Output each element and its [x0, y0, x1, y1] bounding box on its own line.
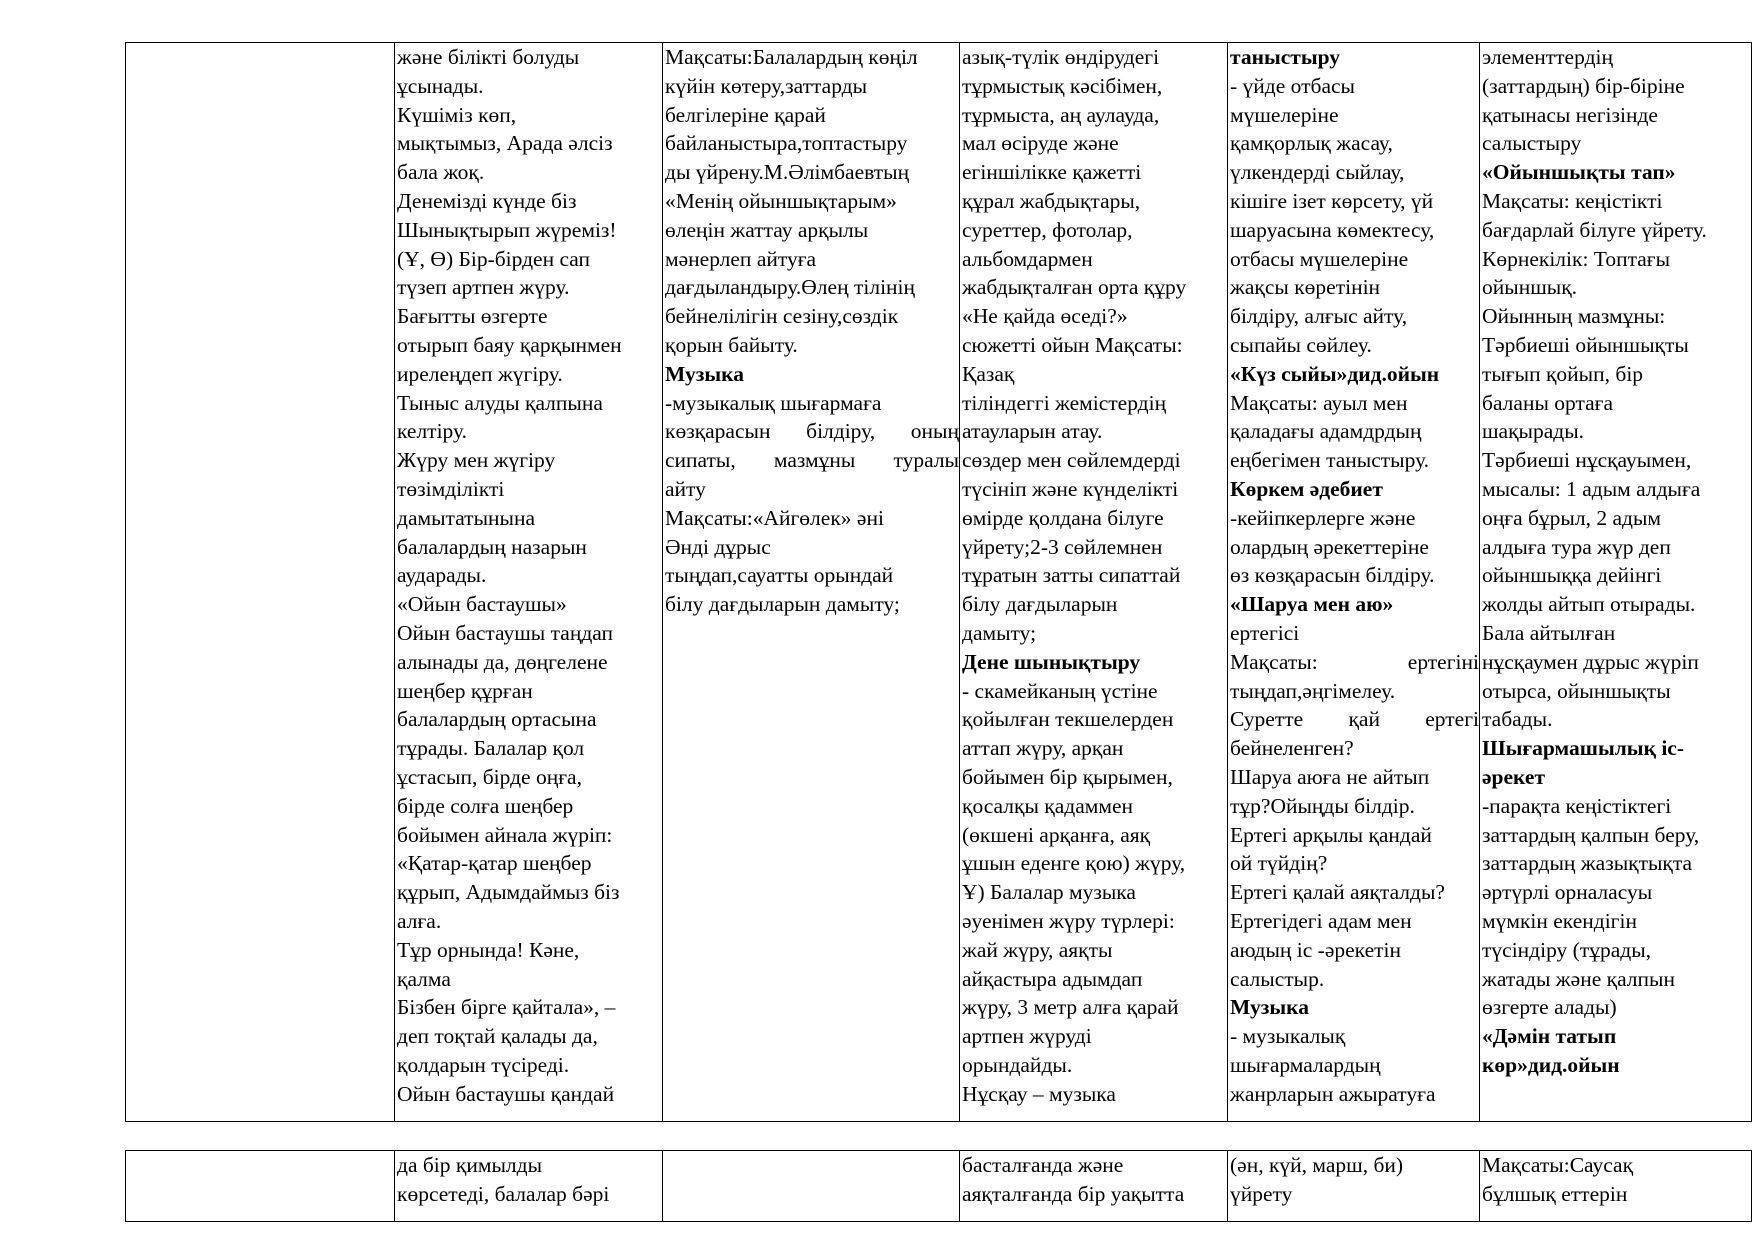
text-line: отбасы мүшелеріне — [1230, 246, 1409, 271]
text-line: дағдыландыру.Өлең тілінің — [665, 275, 916, 300]
text-line: ирелеңдеп жүгіру. — [397, 361, 563, 386]
text-line: бейнелілігін сезіну,сөздік — [665, 304, 899, 329]
text-line: білдіру, алғыс айту, — [1230, 304, 1408, 329]
text-line: жабдықталған орта құру — [962, 275, 1187, 300]
text-line: жолды айтып отырады. — [1482, 592, 1696, 617]
text-line: Мақсаты:Балалардың көңіл — [665, 45, 918, 69]
text-line: Бала айтылған — [1482, 620, 1616, 645]
text-line: альбомдармен — [962, 246, 1093, 271]
text-line: ды үйрену.М.Әлімбаевтың — [665, 160, 910, 185]
text-line: аюдың іс -әрекетін — [1230, 937, 1401, 962]
text-line: Жүру мен жүгіру — [397, 448, 556, 473]
cell-family-literature — [1228, 43, 1480, 1122]
text-line: (Ұ, Ө) Бір-бірден сап — [397, 246, 591, 271]
text-line: суреттер, фотолар, — [962, 217, 1133, 242]
text-line: ой түйдің? — [1230, 851, 1328, 876]
text-line: -кейіпкерлерге және — [1230, 505, 1416, 530]
cell-empty — [663, 1151, 960, 1222]
text-line: мықтымыз, Арада әлсіз — [397, 131, 613, 156]
text-line: еңбегімен таныстыру. — [1230, 448, 1430, 473]
text-line: (заттардың) бір-біріне — [1482, 73, 1685, 98]
text-line: қатынасы негізінде — [1482, 102, 1658, 127]
text-line: шеңбер құрған — [397, 678, 533, 703]
text-line: балалардың ортасына — [397, 707, 597, 732]
text-line: үйрету — [1230, 1181, 1293, 1206]
table-row — [126, 43, 1752, 1122]
text-line: қамқорлық жасау, — [1230, 131, 1393, 156]
text-line: атауларын атау. — [962, 419, 1103, 444]
text-line: мал өсіруде және — [962, 131, 1119, 156]
text-line: Мақсаты:«Айгөлек» әні — [665, 505, 884, 530]
text-line: салыстыр. — [1230, 966, 1325, 991]
text-line: деп тоқтай қалады да, — [397, 1024, 598, 1049]
text-line: алдыға тура жүр деп — [1482, 534, 1671, 559]
text-line: «Менің ойыншықтарым» — [665, 188, 897, 213]
text-line: айқастыра адымдап — [962, 966, 1143, 991]
cell-physical-cont — [960, 1151, 1228, 1222]
text-line: Музыка — [665, 361, 744, 386]
text-line: тығып қойып, бір — [1482, 361, 1644, 386]
text-line: Суретте қай ертегі — [1230, 707, 1479, 732]
text-line: тыңдап,әңгімелеу. — [1230, 678, 1396, 703]
text-line: шақырады. — [1482, 419, 1585, 444]
text-line: қолдарын түсіреді. — [397, 1052, 570, 1077]
text-line: өз көзқарасын білдіру. — [1230, 563, 1435, 588]
text-line: Күшіміз көп, — [397, 102, 517, 127]
text-line: -музыкалық шығармаға — [665, 390, 882, 415]
text-line: заттардың жазықтықта — [1482, 851, 1693, 876]
text-line: төзімділікті — [397, 476, 505, 501]
text-line: бала жоқ. — [397, 160, 485, 185]
text-line: аударады. — [397, 563, 487, 588]
text-line: таныстыру — [1230, 45, 1341, 69]
text-line: (өкшені арқанға, аяқ — [962, 822, 1151, 847]
text-line: ойыншық. — [1482, 275, 1578, 300]
text-line: жай жүру, аяқты — [962, 937, 1113, 962]
cell-goal-cont — [1480, 1151, 1752, 1222]
text-line: сөздер мен сөйлемдерді — [962, 448, 1181, 473]
text-line: Бағытты өзгерте — [397, 304, 548, 329]
text-line: Көрнекілік: Топтағы — [1482, 246, 1671, 271]
text-line: «Ойыншықты тап» — [1482, 160, 1676, 185]
text-line: табады. — [1482, 707, 1553, 732]
text-line: ұшын еденге қою) жүру, — [962, 851, 1186, 876]
text-line: сюжетті ойын Мақсаты: — [962, 332, 1183, 357]
text-line: дамыту; — [962, 620, 1037, 645]
text-line: дамытатынына — [397, 505, 536, 530]
text-line: тұратын затты сипаттай — [962, 563, 1181, 588]
text-line: көрсетеді, балалар бәрі — [397, 1181, 610, 1206]
text-line: Мақсаты: ауыл мен — [1230, 390, 1408, 415]
text-line: - музыкалық — [1230, 1024, 1346, 1049]
text-line: жанрларын ажыратуға — [1230, 1081, 1436, 1106]
text-line: және білікті болуды — [397, 45, 580, 69]
text-line: бұлшық еттерін — [1482, 1181, 1628, 1206]
text-line: келтіру. — [397, 419, 467, 444]
text-line: ұсынады. — [397, 73, 484, 98]
text-line: қаладағы адамдрдың — [1230, 419, 1422, 444]
text-line: жатады және қалпын — [1482, 966, 1675, 991]
text-line: Шығармашылық іс- — [1482, 736, 1685, 761]
lesson-plan-table-bottom — [125, 1150, 1752, 1222]
text-line: өзгерте алады) — [1482, 995, 1617, 1020]
text-line: Шынықтырып жүреміз! — [397, 217, 617, 242]
text-line: отырса, ойыншықты — [1482, 678, 1671, 703]
text-line: Ойын бастаушы қандай — [397, 1081, 615, 1106]
text-line: Денемізді күнде біз — [397, 188, 577, 213]
text-line: Ұ) Балалар музыка — [962, 880, 1136, 905]
text-line: күйін көтеру,заттарды — [665, 73, 868, 98]
text-line: Мақсаты: ертегіні — [1230, 649, 1479, 674]
text-line: Ертегідегі адам мен — [1230, 908, 1412, 933]
text-line: жақсы көретінін — [1230, 275, 1381, 300]
text-line: отырып баяу қарқынмен — [397, 332, 622, 357]
text-line: білу дағдыларын — [962, 592, 1118, 617]
text-line: үлкендерді сыйлау, — [1230, 160, 1405, 185]
cell-empty — [126, 1151, 395, 1222]
text-line: бейнеленген? — [1230, 736, 1354, 761]
text-line: түсініп және күнделікті — [962, 476, 1179, 501]
text-line: Мақсаты:Саусақ — [1482, 1153, 1634, 1177]
text-line: құрып, Адымдаймыз біз — [397, 880, 620, 905]
table-row — [126, 1151, 1752, 1222]
text-line: «Күз сыйы»дид.ойын — [1230, 361, 1440, 386]
text-line: элементтердің — [1482, 45, 1613, 69]
text-line: «Не қайда өседі?» — [962, 304, 1128, 329]
text-line: да бір қимылды — [397, 1153, 543, 1177]
text-line: баланы ортаға — [1482, 390, 1614, 415]
text-line: Дене шынықтыру — [962, 649, 1141, 674]
text-line: мысалы: 1 адым алдыға — [1482, 476, 1701, 501]
text-line: білу дағдыларын дамыту; — [665, 592, 900, 617]
cell-music-cont — [1228, 1151, 1480, 1222]
text-line: қалма — [397, 966, 451, 991]
text-line: Ертегі қалай аяқталды? — [1230, 880, 1445, 905]
text-line: тіліндеггі жемістердің — [962, 390, 1167, 415]
cell-empty — [126, 43, 395, 1122]
text-line: жүру, 3 метр алға қарай — [962, 995, 1179, 1020]
text-line: басталғанда және — [962, 1153, 1124, 1177]
text-line: тыңдап,сауатты орындай — [665, 563, 894, 588]
text-line: қорын байыту. — [665, 332, 798, 357]
text-line: үйрету;2-3 сөйлемнен — [962, 534, 1163, 559]
cell-physical-activity-cont — [395, 1151, 663, 1222]
text-line: әртүрлі орналасуы — [1482, 880, 1653, 905]
cell-game-creative — [1480, 43, 1752, 1122]
text-line: ойыншыққа дейінгі — [1482, 563, 1662, 588]
text-line: Музыка — [1230, 995, 1309, 1020]
text-line: бағдарлай білуге үйрету. — [1482, 217, 1707, 242]
text-line: Тәрбиеші нұсқауымен, — [1482, 448, 1692, 473]
text-line: (ән, күй, марш, би) — [1230, 1153, 1404, 1177]
cell-environment-physical — [960, 43, 1228, 1122]
text-line: сипаты, мазмұны туралы — [665, 448, 959, 473]
text-line: Ертегі арқылы қандай — [1230, 822, 1432, 847]
text-line: аяқталғанда бір уақытта — [962, 1181, 1185, 1206]
text-line: әрекет — [1482, 764, 1545, 789]
text-line: мүмкін екендігін — [1482, 908, 1637, 933]
text-line: заттардың қалпын беру, — [1482, 822, 1700, 847]
text-line: тұрмыста, аң аулауда, — [962, 102, 1160, 127]
text-line: қойылған текшелерден — [962, 707, 1174, 732]
text-line: орындайды. — [962, 1052, 1073, 1077]
text-line: бойымен айнала жүріп: — [397, 822, 613, 847]
text-line: аттап жүру, арқан — [962, 736, 1124, 761]
text-line: - скамейканың үстіне — [962, 678, 1158, 703]
text-line: Тұр орнында! Кәне, — [397, 937, 580, 962]
text-line: «Ойын бастаушы» — [397, 592, 567, 617]
text-line: Көркем әдебиет — [1230, 476, 1383, 501]
text-line: Қазақ — [962, 361, 1015, 386]
lesson-plan-table-top — [125, 42, 1752, 1122]
text-line: тұр?Ойыңды білдір. — [1230, 793, 1415, 818]
text-line: айту — [665, 476, 706, 501]
text-line: -парақта кеңістіктегі — [1482, 793, 1672, 818]
text-line: «Дәмін татып — [1482, 1024, 1617, 1049]
text-line: «Қатар-қатар шеңбер — [397, 851, 592, 876]
text-line: Бізбен бірге қайтала», – — [397, 995, 616, 1020]
text-line: олардың әрекеттеріне — [1230, 534, 1429, 559]
text-line: Әнді дұрыс — [665, 534, 771, 559]
text-line: Тәрбиеші ойыншықты — [1482, 332, 1689, 357]
text-line: ұстасып, бірде оңға, — [397, 764, 582, 789]
text-line: бірде солға шеңбер — [397, 793, 574, 818]
text-line: егіншілікке қажетті — [962, 160, 1142, 185]
text-line: мәнерлеп айтуға — [665, 246, 817, 271]
text-line: Нұсқау – музыка — [962, 1081, 1116, 1106]
text-line: сыпайы сөйлеу. — [1230, 332, 1372, 357]
text-line: байланыстыра,топтастыру — [665, 131, 908, 156]
text-line: өлеңін жаттау арқылы — [665, 217, 869, 242]
text-line: азық-түлік өндірудегі — [962, 45, 1160, 69]
text-line: оңға бұрыл, 2 адым — [1482, 505, 1662, 530]
text-line: «Шаруа мен аю» — [1230, 592, 1394, 617]
text-line: көзқарасын білдіру, оның — [665, 419, 959, 444]
text-line: шаруасына көмектесу, — [1230, 217, 1435, 242]
cell-physical-activity — [395, 43, 663, 1122]
text-line: кішіге ізет көрсету, үй — [1230, 188, 1434, 213]
text-line: әуенімен жүру түрлері: — [962, 908, 1175, 933]
text-line: балалардың назарын — [397, 534, 587, 559]
text-line: көр»дид.ойын — [1482, 1052, 1620, 1077]
text-line: алға. — [397, 908, 442, 933]
text-line: - үйде отбасы — [1230, 73, 1355, 98]
text-line: салыстыру — [1482, 131, 1582, 156]
text-line: құрал жабдықтары, — [962, 188, 1141, 213]
text-line: түсіндіру (тұрады, — [1482, 937, 1652, 962]
text-line: өмірде қолдана білуге — [962, 505, 1164, 530]
text-line: тұрады. Балалар қол — [397, 736, 585, 761]
text-line: Ойын бастаушы таңдап — [397, 620, 614, 645]
text-line: Тыныс алуды қалпына — [397, 390, 603, 415]
cell-goals-music — [663, 43, 960, 1122]
text-line: нұсқаумен дұрыс жүріп — [1482, 649, 1699, 674]
text-line: белгілеріне қарай — [665, 102, 826, 127]
text-line: Ойынның мазмұны: — [1482, 304, 1666, 329]
text-line: артпен жүруді — [962, 1024, 1092, 1049]
text-line: түзеп артпен жүру. — [397, 275, 570, 300]
text-line: бойымен бір қырымен, — [962, 764, 1173, 789]
text-line: ертегісі — [1230, 620, 1300, 645]
text-line: тұрмыстық кәсібімен, — [962, 73, 1163, 98]
text-line: алынады да, дөңгелене — [397, 649, 608, 674]
text-line: Мақсаты: кеңістікті — [1482, 188, 1663, 213]
text-line: мүшелеріне — [1230, 102, 1339, 127]
text-line: қосалқы қадаммен — [962, 793, 1133, 818]
text-line: шығармалардың — [1230, 1052, 1381, 1077]
text-line: Шаруа аюға не айтып — [1230, 764, 1430, 789]
